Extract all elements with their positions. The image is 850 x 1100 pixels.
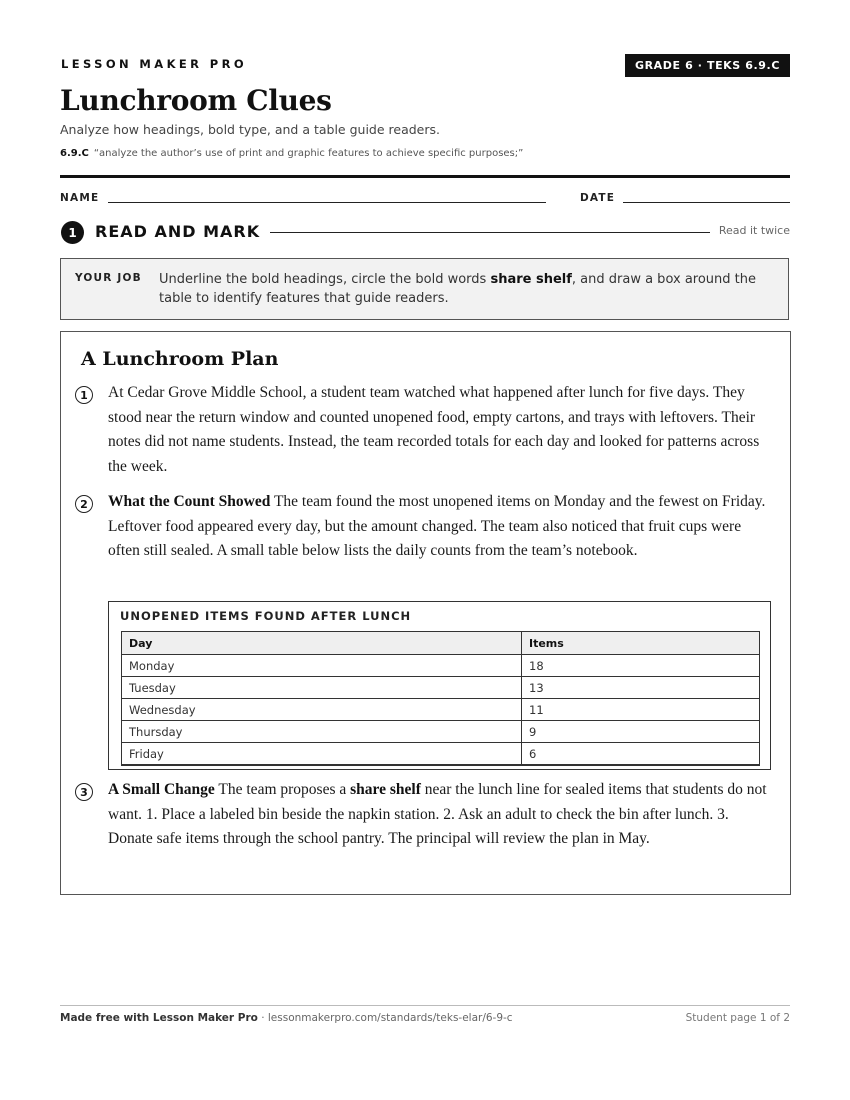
footer-url[interactable]: lessonmakerpro.com/standards/teks-elar/6-9-c (267, 1012, 513, 1024)
table-row (122, 699, 760, 721)
section-divider (270, 232, 710, 233)
table-header-items: Items (522, 632, 760, 655)
table-cell: Monday (122, 655, 522, 677)
brand-name: LESSON MAKER PRO (61, 57, 248, 71)
bold-term: share shelf (350, 781, 421, 798)
table-cell: 18 (522, 655, 760, 677)
date-label: DATE (580, 192, 616, 204)
paragraph-2: What the Count Showed The team found the most unopened items on Monday and the fewest on Friday. Leftover food appeared every day, but the amount changed. The team also noticed that fruit cups were often still sealed. A small table below lists the daily counts from the team’s notebook. (108, 493, 766, 559)
table-row (122, 721, 760, 743)
paragraph-3: A Small Change The team proposes a share shelf near the lunch line for sealed items that students do not want. 1. Place a labeled bin beside the napkin station. 2. Ask an adult to check the bin after lunch. 3. Donate safe items through the school pantry. The principal will review the plan in May. (108, 781, 767, 847)
passage-box (60, 331, 791, 895)
standard-line (60, 148, 523, 159)
table-row (122, 743, 760, 766)
standard-text: “analyze the author’s use of print and graphic features to achieve specific purposes;” (93, 148, 524, 159)
table-cell: 11 (522, 699, 760, 721)
job-instructions-box (60, 258, 789, 320)
paragraph-number-2: 2 (75, 495, 93, 513)
standard-code: 6.9.C (60, 148, 89, 159)
table-header-row (122, 632, 760, 655)
table-cell: Friday (122, 743, 522, 766)
passage-title: A Lunchroom Plan (81, 348, 279, 370)
table-row (122, 655, 760, 677)
paragraph-number-3: 3 (75, 783, 93, 801)
table-caption: UNOPENED ITEMS FOUND AFTER LUNCH (120, 609, 412, 623)
data-table-box (108, 601, 771, 770)
paragraph-heading: What the Count Showed (108, 493, 271, 510)
table-cell: Wednesday (122, 699, 522, 721)
paragraph-1: At Cedar Grove Middle School, a student team watched what happened after lunch for five days. They stood near the return window and counted unopened food, empty cartons, and trays with leftovers. Their notes did not name students. Instead, the team recorded totals for each day and looked for patterns across the week. (108, 384, 760, 475)
data-table (121, 631, 760, 766)
name-label: NAME (60, 192, 100, 204)
header-divider (60, 175, 790, 178)
page-title: Lunchroom Clues (60, 84, 332, 117)
table-cell: 9 (522, 721, 760, 743)
grade-badge: GRADE 6 · TEKS 6.9.C (625, 54, 790, 77)
job-bold-term: share shelf (490, 272, 572, 287)
job-label: YOUR JOB (75, 272, 142, 284)
table-cell: 13 (522, 677, 760, 699)
footer-made-with: Made free with Lesson Maker Pro (60, 1012, 258, 1024)
table-row (122, 677, 760, 699)
table-cell: Thursday (122, 721, 522, 743)
footer-credit: Made free with Lesson Maker Pro · lessonmakerpro.com/standards/teks-elar/6-9-c (60, 1012, 513, 1024)
table-header-day: Day (122, 632, 522, 655)
table-cell: Tuesday (122, 677, 522, 699)
section-note: Read it twice (718, 224, 790, 237)
section-title: READ AND MARK (95, 222, 261, 241)
job-text: Underline the bold headings, circle the bold words share shelf, and draw a box around the table to identify features that guide readers. (159, 272, 756, 306)
footer-page-number: Student page 1 of 2 (685, 1012, 790, 1024)
page-subtitle: Analyze how headings, bold type, and a table guide readers. (60, 122, 440, 137)
paragraph-number-1: 1 (75, 386, 93, 404)
table-cell: 6 (522, 743, 760, 766)
name-field[interactable] (108, 202, 546, 203)
section-number-badge: 1 (61, 221, 84, 244)
paragraph-heading: A Small Change (108, 781, 215, 798)
date-field[interactable] (623, 202, 790, 203)
footer-divider (60, 1005, 790, 1006)
